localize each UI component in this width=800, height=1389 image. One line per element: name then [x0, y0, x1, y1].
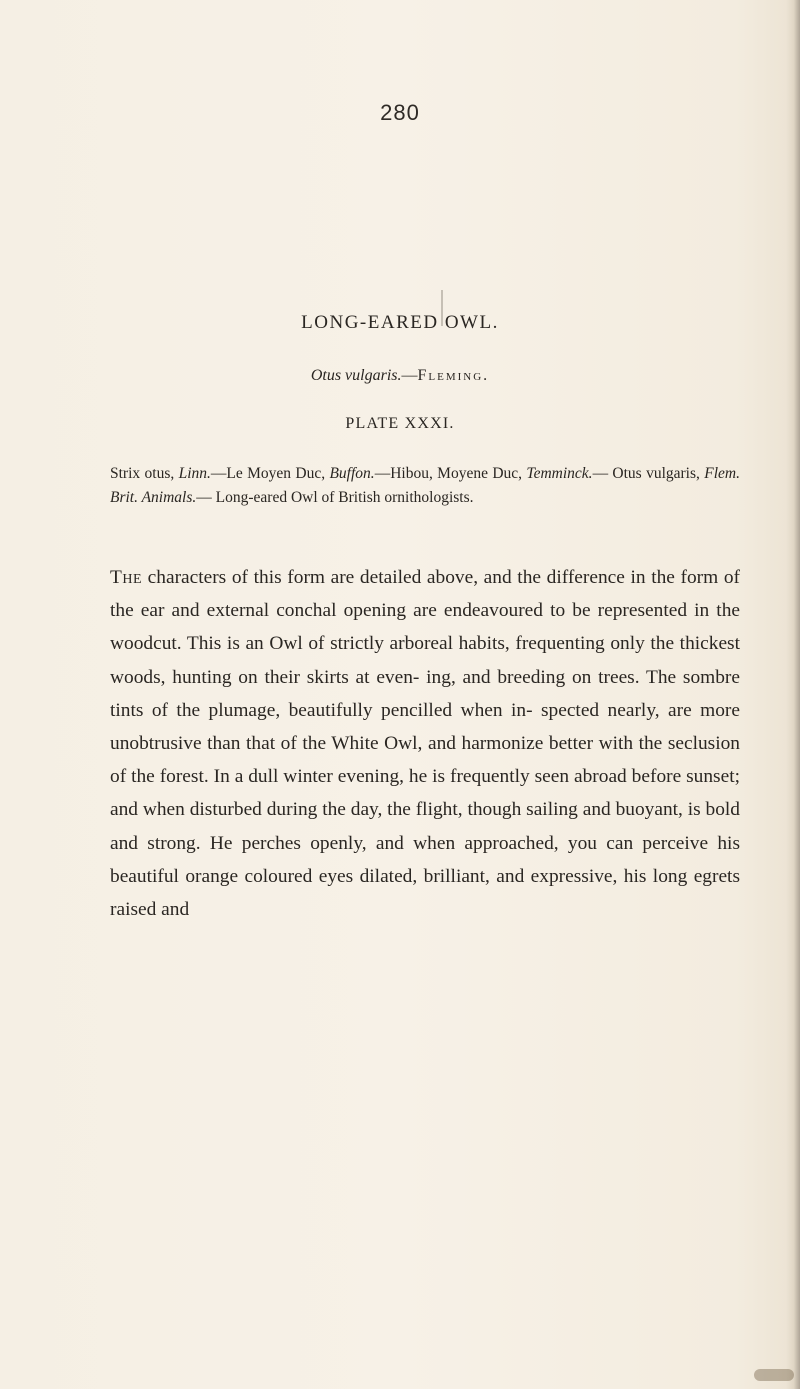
section-title: LONG-EARED OWL. [301, 312, 499, 333]
lead-word: The [110, 567, 143, 588]
page-edge-shadow [786, 0, 800, 1389]
body-paragraph [110, 561, 740, 926]
synonym-4: — Otus vulgaris, [592, 465, 705, 482]
synonym-5: — Long-eared Owl of British ornithologists. [196, 489, 474, 506]
species-name-line [0, 367, 800, 385]
body-text: characters of this form are detailed above, and the difference in the form of the ear and external conchal opening are endeavoured to be represented in the woodcut. This is an Owl of strictly arboreal habits, frequenting only the thickest woods, hunting on their skirts at even- ing, and breeding on trees. The sombre tints of the plumage, beautifully pencilled when in- spected nearly, are more unobtrusive than that of the White Owl, and harmonize better with the seclusion of the forest. In a dull winter evening, he is frequently seen abroad before sunset; and when disturbed during the day, the flight, though sailing and buoyant, is bold and strong. He perches openly, and when approached, you can perceive his beautiful orange coloured eyes dilated, brilliant, and expressive, his long egrets raised and [110, 567, 740, 921]
synonymy-paragraph [110, 462, 740, 510]
binomial-name: Otus vulgaris. [310, 367, 402, 384]
authority-name: Fleming. [417, 367, 490, 384]
page-stain [754, 1369, 794, 1381]
synonym-4-authority: Flem. Brit. Animals. [110, 465, 740, 506]
synonym-2: —Le Moyen Duc, [210, 465, 330, 482]
synonym-1: Strix otus, [110, 465, 179, 482]
synonym-2-authority: Buffon. [329, 465, 375, 482]
plate-number: PLATE XXXI. [345, 415, 455, 432]
page-number: 280 [380, 100, 420, 125]
synonym-1-authority: Linn. [178, 465, 211, 482]
separator-dash: — [401, 367, 418, 384]
synonym-3: —Hibou, Moyene Duc, [374, 465, 527, 482]
synonym-3-authority: Temminck. [526, 465, 593, 482]
